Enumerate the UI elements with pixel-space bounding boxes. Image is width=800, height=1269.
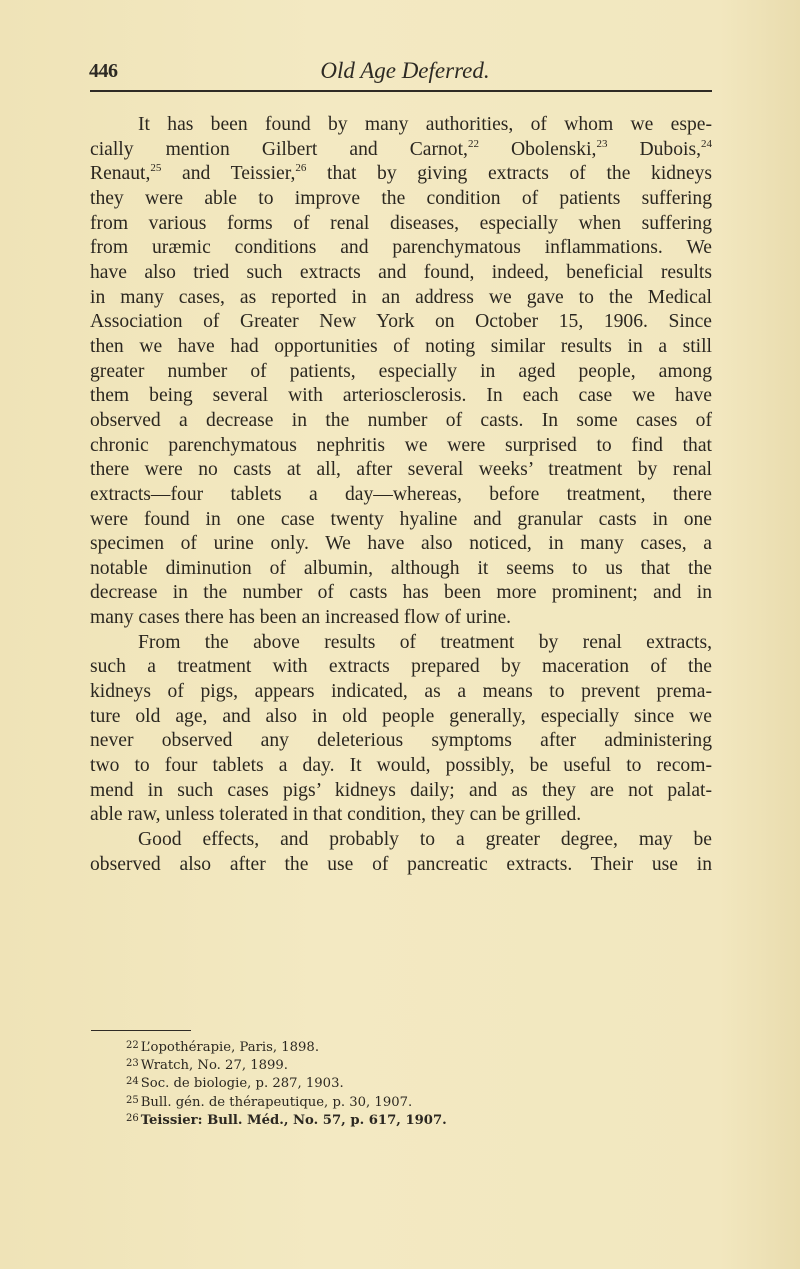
text-line: notable diminution of albumin, although it seems to us that the [90, 557, 712, 579]
text-line: many cases there has been an increased flow of urine. [90, 607, 512, 629]
text-line: able raw, unless tolerated in that condition, they can be grilled. [90, 804, 582, 826]
text-line: cially mention Gilbert and Carnot,$^{22}$ Obolenski,$^{23}$ Dubois,$^{24}$ [90, 137, 712, 160]
running-head [89, 60, 711, 88]
text-line: chronic parenchymatous nephritis we were surprised to find that [90, 434, 712, 456]
text-line: they were able to improve the condition of patients suffering [90, 187, 712, 209]
body-text [90, 113, 712, 877]
footnote-number: 26 [126, 1112, 139, 1124]
paragraph [90, 828, 712, 877]
footnote-25 [126, 1093, 447, 1111]
text-line: were found in one case twenty hyaline and granular casts in one [90, 508, 712, 530]
text-line: kidneys of pigs, appears indicated, as a means to prevent prema- [90, 681, 712, 703]
footnote-number: 23 [126, 1058, 139, 1070]
footnote-26 [126, 1111, 447, 1129]
paragraph [90, 113, 712, 631]
footnote-reference[interactable]: 23 [596, 137, 608, 150]
page-number: 446 [89, 60, 118, 82]
footnote-reference[interactable]: 26 [295, 162, 307, 175]
text-line: from uræmic conditions and parenchymatous inflammations. We [90, 237, 712, 259]
paragraph [90, 631, 712, 828]
text-line: specimen of urine only. We have also noticed, in many cases, a [90, 533, 712, 555]
footnote-text: Bull. gén. de thérapeutique, p. 30, 1907. [140, 1094, 413, 1110]
text-line: in many cases, as reported in an address we gave to the Medical [90, 286, 712, 308]
text-line: two to four tablets a day. It would, possibly, be useful to recom- [90, 755, 712, 777]
header-rule [90, 90, 712, 92]
footnote-rule [91, 1030, 191, 1031]
text-line: It has been found by many authorities, of whom we espe- [138, 114, 712, 135]
text-line: such a treatment with extracts prepared by maceration of the [90, 656, 712, 678]
text-line: from various forms of renal diseases, especially when suffering [90, 212, 712, 234]
text-line: have also tried such extracts and found, indeed, beneficial results [90, 261, 712, 283]
text-line: mend in such cases pigs’ kidneys daily; and as they are not palat- [90, 779, 712, 801]
text-line: observed also after the use of pancreatic extracts. Their use in [90, 853, 712, 875]
text-line: them being several with arteriosclerosis. In each case we have [90, 385, 712, 407]
text-line: ture old age, and also in old people generally, especially since we [90, 705, 712, 727]
text-line: From the above results of treatment by renal extracts, [138, 631, 712, 653]
text-line: extracts—four tablets a day—whereas, before treatment, there [90, 483, 712, 505]
text-line: Good effects, and probably to a greater degree, may be [138, 829, 712, 851]
text-line: decrease in the number of casts has been more prominent; and in [90, 582, 712, 604]
text-line: observed a decrease in the number of casts. In some cases of [90, 409, 712, 431]
footnote-reference[interactable]: 22 [467, 137, 479, 150]
footnote-reference[interactable]: 24 [701, 137, 712, 150]
text-line: there were no casts at all, after several weeks’ treatment by renal [90, 459, 712, 481]
text-line: Renaut,$^{25}$ and Teissier,$^{26}$ that by giving extracts of the kidneys [90, 162, 712, 185]
footnote-text: L’opothérapie, Paris, 1898. [140, 1040, 320, 1055]
footnote-22 [126, 1038, 447, 1056]
text-line: Association of Greater New York on October 15, 1906. Since [90, 311, 712, 333]
footnote-number: 24 [126, 1076, 139, 1088]
text-line: greater number of patients, especially in aged people, among [90, 360, 712, 382]
footnote-reference[interactable]: 25 [150, 162, 162, 175]
text-line: never observed any deleterious symptoms after administering [90, 730, 712, 752]
text-line: then we have had opportunities of noting similar results in a still [90, 335, 712, 357]
footnote-text: Wratch, No. 27, 1899. [140, 1058, 288, 1074]
footnote-text: Teissier: Bull. Méd., No. 57, p. 617, 1907. [140, 1112, 447, 1128]
footnote-text: Soc. de biologie, p. 287, 1903. [140, 1076, 344, 1092]
footnotes [126, 1038, 447, 1129]
footnote-number: 25 [126, 1094, 139, 1106]
footnote-23 [126, 1056, 447, 1074]
running-title: Old Age Deferred. [320, 58, 490, 83]
footnote-number: 22 [126, 1040, 139, 1051]
footnote-24 [126, 1074, 447, 1092]
